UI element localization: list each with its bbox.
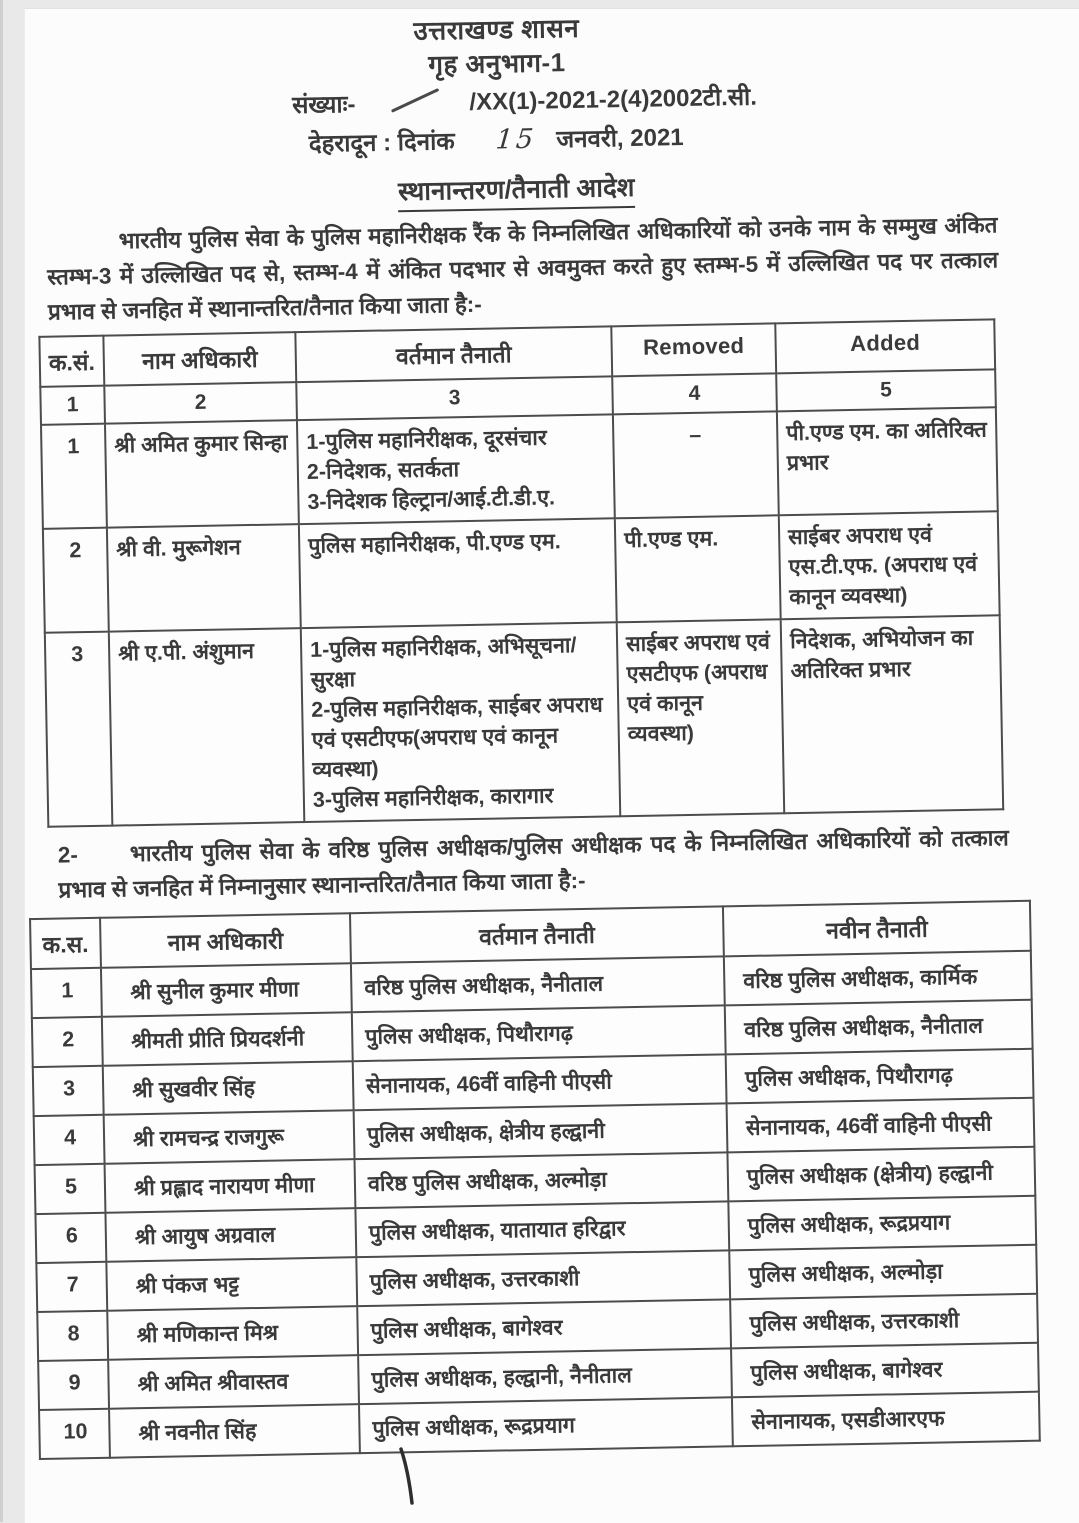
paragraph-1: भारतीय पुलिस सेवा के पुलिस महानिरीक्षक रैंक के निम्नलिखित अधिकारियों को उनके नाम के सम्मुख अंकित स्तम्भ-3 में उल्लिखित पद से, स्तम्भ-4 में अंकित पदभार से अवमुक्त करते हुए स्तम्भ-5 में उल्लिखित पद पर तत्काल प्रभाव से जनहित में स्थानान्तरित/तैनात किया जाता है:- <box>47 212 999 325</box>
serial-cell: 1 <box>31 968 102 1018</box>
current-posting-cell: वरिष्ठ पुलिस अधीक्षक, अल्मोड़ा <box>355 1152 729 1208</box>
table2-body <box>31 951 1040 1459</box>
current-posting-cell: सेनानायक, 46वीं वाहिनी पीएसी <box>353 1054 727 1110</box>
paragraph-2-text: भारतीय पुलिस सेवा के वरिष्ठ पुलिस अधीक्षक/पुलिस अधीक्षक पद के निम्नलिखित अधिकारियों को तत्काल प्रभाव से जनहित में निम्नानुसार स्थानान्तरित/तैनात किया जाता है:- <box>58 825 1009 903</box>
officer-name-cell: श्री नवनीत सिंह <box>109 1404 360 1458</box>
officer-name-cell: श्रीमती प्रीति प्रियदर्शनी <box>102 1012 353 1066</box>
table-row <box>45 615 1003 826</box>
place-date-line <box>309 113 1068 160</box>
serial-cell: 5 <box>35 1164 106 1214</box>
col-number: 4 <box>612 373 777 414</box>
col-header-added: Added <box>775 319 995 373</box>
serial-cell: 3 <box>45 632 113 827</box>
new-posting-cell: सेनानायक, एसडीआरएफ <box>732 1392 1040 1447</box>
sp-transfer-table <box>29 900 1041 1460</box>
current-posting-cell: पुलिस अधीक्षक, बागेश्वर <box>357 1299 731 1355</box>
new-posting-cell: वरिष्ठ पुलिस अधीक्षक, कार्मिक <box>724 951 1032 1006</box>
scan-left-edge <box>0 0 3 1522</box>
document-page <box>24 8 1079 1523</box>
current-posting-cell: पुलिस अधीक्षक, यातायात हरिद्वार <box>355 1201 729 1257</box>
new-posting-cell: पुलिस अधीक्षक, रूद्रप्रयाग <box>728 1196 1036 1251</box>
date-month-year: जनवरी, 2021 <box>556 124 684 154</box>
officer-name-cell: श्री मणिकान्त मिश्र <box>107 1306 358 1360</box>
col-number: 1 <box>40 386 105 425</box>
col-header-current-posting: वर्तमान तैनाती <box>295 326 612 382</box>
order-title: स्थानान्तरण/तैनाती आदेश <box>398 168 635 212</box>
document-header <box>24 8 1068 165</box>
handwritten-slash-mark <box>391 88 439 113</box>
col-header-new-posting: नवीन तैनाती <box>723 901 1031 957</box>
paragraph-2 <box>58 820 1010 907</box>
added-charge-cell: साईबर अपराध एवं एस.टी.एफ. (अपराध एवं कानून व्यवस्था) <box>779 511 1000 619</box>
col-header-current-posting: वर्तमान तैनाती <box>350 906 724 963</box>
current-posting-cell: पुलिस अधीक्षक, रूद्रप्रयाग <box>359 1397 733 1453</box>
col-number: 2 <box>104 382 297 424</box>
table1-body <box>41 407 1003 826</box>
serial-cell: 2 <box>43 528 109 633</box>
new-posting-cell: पुलिस अधीक्षक, उत्तरकाशी <box>730 1294 1038 1349</box>
serial-cell: 8 <box>37 1311 108 1361</box>
officer-name-cell: श्री प्रह्लाद नारायण मीणा <box>105 1159 356 1213</box>
handwritten-pen-mark <box>397 1447 417 1507</box>
officer-name-cell: श्री वी. मुरूगेशन <box>107 524 301 632</box>
handwritten-date-day: 15 <box>494 123 538 156</box>
removed-charge-cell: साईबर अपराध एवं एसटीएफ (अपराध एवं कानून व्यवस्था) <box>617 619 785 816</box>
new-posting-cell: पुलिस अधीक्षक, अल्मोड़ा <box>729 1245 1037 1300</box>
officer-name-cell: श्री अमित श्रीवास्तव <box>108 1355 359 1409</box>
col-header-officer-name: नाम अधिकारी <box>103 332 296 386</box>
serial-cell: 9 <box>38 1360 109 1410</box>
officer-name-cell: श्री सुनील कुमार मीणा <box>101 963 352 1017</box>
current-posting-cell: वरिष्ठ पुलिस अधीक्षक, नैनीताल <box>351 956 725 1012</box>
officer-name-cell: श्री आयुष अग्रवाल <box>105 1208 356 1262</box>
new-posting-cell: पुलिस अधीक्षक, बागेश्वर <box>731 1343 1039 1398</box>
officer-name-cell: श्री रामचन्द्र राजगुरू <box>104 1110 355 1164</box>
ig-transfer-table <box>38 318 1004 827</box>
reference-label: संख्याः- <box>291 91 356 120</box>
officer-name-cell: श्री सुखवीर सिंह <box>103 1061 354 1115</box>
officer-name-cell: श्री पंकज भट्ट <box>106 1257 357 1311</box>
new-posting-cell: पुलिस अधीक्षक (क्षेत्रीय) हल्द्वानी <box>727 1147 1035 1202</box>
added-charge-cell: पी.एण्ड एम. का अतिरिक्त प्रभार <box>777 407 998 515</box>
place-date-label: देहरादून : दिनांक <box>308 128 455 158</box>
new-posting-cell: वरिष्ठ पुलिस अधीक्षक, नैनीताल <box>725 1000 1033 1055</box>
serial-cell: 10 <box>39 1409 110 1459</box>
col-header-serial: क.स. <box>30 918 101 969</box>
added-charge-cell: निदेशक, अभियोजन का अतिरिक्त प्रभार <box>781 615 1004 813</box>
removed-charge-cell: पी.एण्ड एम. <box>615 515 781 622</box>
officer-name-cell: श्री अमित कुमार सिन्हा <box>105 420 299 528</box>
current-posting-cell: पुलिस अधीक्षक, क्षेत्रीय हल्द्वानी <box>354 1103 728 1159</box>
col-number: 3 <box>296 376 613 420</box>
current-posting-cell: 1-पुलिस महानिरीक्षक, अभिसूचना/सुरक्षा 2-पुलिस महानिरीक्षक, साईबर अपराध एवं एसटीएफ(अपराध एवं कानून व्यवस्था) 3-पुलिस महानिरीक्षक, कारागार <box>301 622 621 822</box>
table-row <box>41 407 998 528</box>
col-header-serial: क.सं. <box>39 336 104 387</box>
current-posting-cell: 1-पुलिस महानिरीक्षक, दूरसंचार 2-निदेशक, सतर्कता 3-निदेशक हिल्ट्रान/आई.टी.डी.ए. <box>297 414 615 524</box>
serial-cell: 1 <box>41 424 107 529</box>
serial-cell: 2 <box>32 1017 103 1067</box>
current-posting-cell: पुलिस महानिरीक्षक, पी.एण्ड एम. <box>299 518 617 628</box>
officer-name-cell: श्री ए.पी. अंशुमान <box>109 628 305 825</box>
new-posting-cell: सेनानायक, 46वीं वाहिनी पीएसी <box>727 1098 1035 1153</box>
government-name: उत्तराखण्ड शासन <box>413 12 580 46</box>
table-row <box>43 511 1000 632</box>
removed-charge-cell: – <box>613 411 779 518</box>
current-posting-cell: पुलिस अधीक्षक, पिथौरागढ़ <box>352 1005 726 1061</box>
serial-cell: 3 <box>33 1066 104 1116</box>
current-posting-cell: पुलिस अधीक्षक, हल्द्वानी, नैनीताल <box>358 1348 732 1404</box>
serial-cell: 7 <box>36 1262 107 1312</box>
serial-cell: 4 <box>34 1115 105 1165</box>
department-section: गृह अनुभाग-1 <box>428 47 566 80</box>
col-number: 5 <box>776 369 996 411</box>
current-posting-cell: पुलिस अधीक्षक, उत्तरकाशी <box>356 1250 730 1306</box>
serial-cell: 6 <box>35 1213 106 1263</box>
col-header-removed: Removed <box>611 323 776 376</box>
new-posting-cell: पुलिस अधीक्षक, पिथौरागढ़ <box>726 1049 1034 1104</box>
paragraph-2-number: 2- <box>57 842 79 868</box>
scanned-content <box>24 8 1079 1460</box>
col-header-officer-name: नाम अधिकारी <box>100 913 351 968</box>
reference-number: /XX(1)-2021-2(4)2002टी.सी. <box>469 83 758 116</box>
